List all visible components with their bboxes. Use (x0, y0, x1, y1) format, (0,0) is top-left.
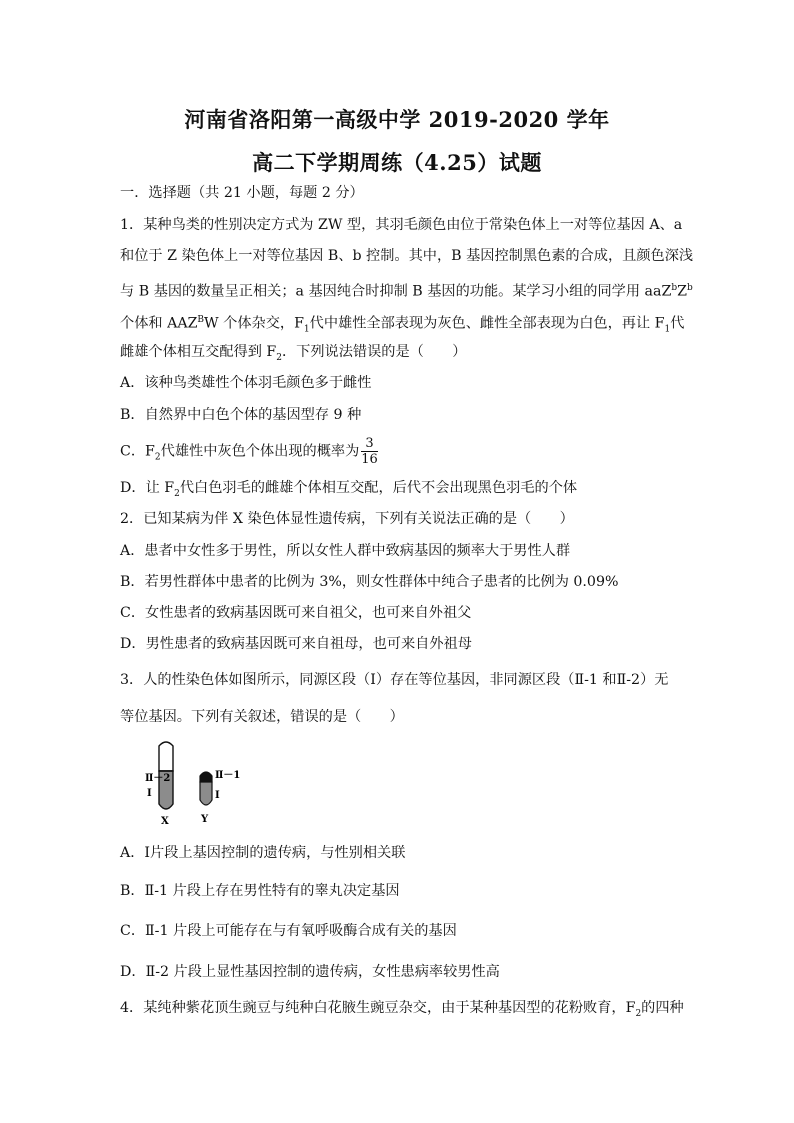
exam-title-line2: 高二下学期周练（4.25）试题 (252, 150, 542, 175)
sex-chromosome-figure (145, 738, 255, 826)
label-ii-1: Ⅱ－1 (215, 770, 241, 781)
q2-stem: 2．已知某病为伴 X 染色体显性遗传病，下列有关说法正确的是（ ） (120, 511, 574, 527)
section-heading: 一．选择题（共 21 小题，每题 2 分） (120, 185, 364, 201)
q4-stem-line1: 4．某纯种紫花顶生豌豆与纯种白花腋生豌豆杂交，由于某种基因型的花粉败育，$F_2$的四种 (120, 1000, 684, 1019)
q3-option-c: C．Ⅱ-1 片段上可能存在与有氧呼吸酶合成有关的基因 (120, 923, 457, 939)
q1-stem-line3: 与 B 基因的数量呈正相关；a 基因纯合时抑制 B 基因的功能。某学习小组的同学用 $aaZ^bZ^b$ (120, 283, 693, 300)
q3-option-a: A．Ⅰ片段上基因控制的遗传病，与性别相关联 (120, 845, 406, 861)
q3-option-b: B．Ⅱ-1 片段上存在男性特有的睾丸决定基因 (120, 883, 400, 899)
q1-stem-line2: 和位于 Z 染色体上一对等位基因 B、b 控制。其中，B 基因控制黑色素的合成，且颜色深浅 (120, 248, 694, 264)
fraction: $\frac{3}{16}$ (361, 436, 378, 467)
label-i-left: Ⅰ (147, 788, 152, 799)
q1-option-c: C．$F_2$代雄性中灰色个体出现的概率为 $\frac{3}{16}$ (120, 436, 378, 467)
exam-title-line1: 河南省洛阳第一高级中学 2019-2020 学年 (184, 107, 610, 132)
q1-option-a: A．该种鸟类雄性个体羽毛颜色多于雌性 (120, 375, 372, 391)
label-x: X (161, 816, 169, 826)
q1-stem-line1: 1．某种鸟类的性别决定方式为 ZW 型，其羽毛颜色由位于常染色体上一对等位基因 A、a (120, 217, 683, 233)
q2-option-c: C．女性患者的致病基因既可来自祖父，也可来自外祖父 (120, 605, 472, 621)
q1-stem-line5: 雌雄个体相互交配得到 $F_2$．下列说法错误的是（ ） (120, 344, 467, 363)
label-i-right: Ⅰ (215, 790, 220, 801)
label-y: Y (201, 814, 209, 825)
q1-option-b: B．自然界中白色个体的基因型存 9 种 (120, 407, 362, 423)
label-ii-2: Ⅱ－2 (145, 773, 171, 784)
q2-option-b: B．若男性群体中患者的比例为 3%，则女性群体中纯合子患者的比例为 0.09% (120, 574, 619, 590)
y-chromosome (200, 772, 212, 805)
q3-option-d: D．Ⅱ-2 片段上显性基因控制的遗传病，女性患病率较男性高 (120, 964, 500, 980)
q2-option-a: A．患者中女性多于男性，所以女性人群中致病基因的频率大于男性人群 (120, 543, 571, 559)
q2-option-d: D．男性患者的致病基因既可来自祖母，也可来自外祖母 (120, 636, 472, 652)
q1-stem-line4: 个体和 $AAZ^BW$ 个体杂交，$F_1$代中雄性全部表现为灰色、雌性全部表现为白色，再让 $F_1$代 (120, 315, 685, 335)
q3-stem-line1: 3．人的性染色体如图所示，同源区段（Ⅰ）存在等位基因，非同源区段（Ⅱ-1 和Ⅱ-2）无 (120, 672, 669, 688)
q3-stem-line2: 等位基因。下列有关叙述，错误的是（ ） (120, 709, 404, 725)
q1-option-d: D．让 $F_2$代白色羽毛的雌雄个体相互交配，后代不会出现黑色羽毛的个体 (120, 480, 578, 499)
